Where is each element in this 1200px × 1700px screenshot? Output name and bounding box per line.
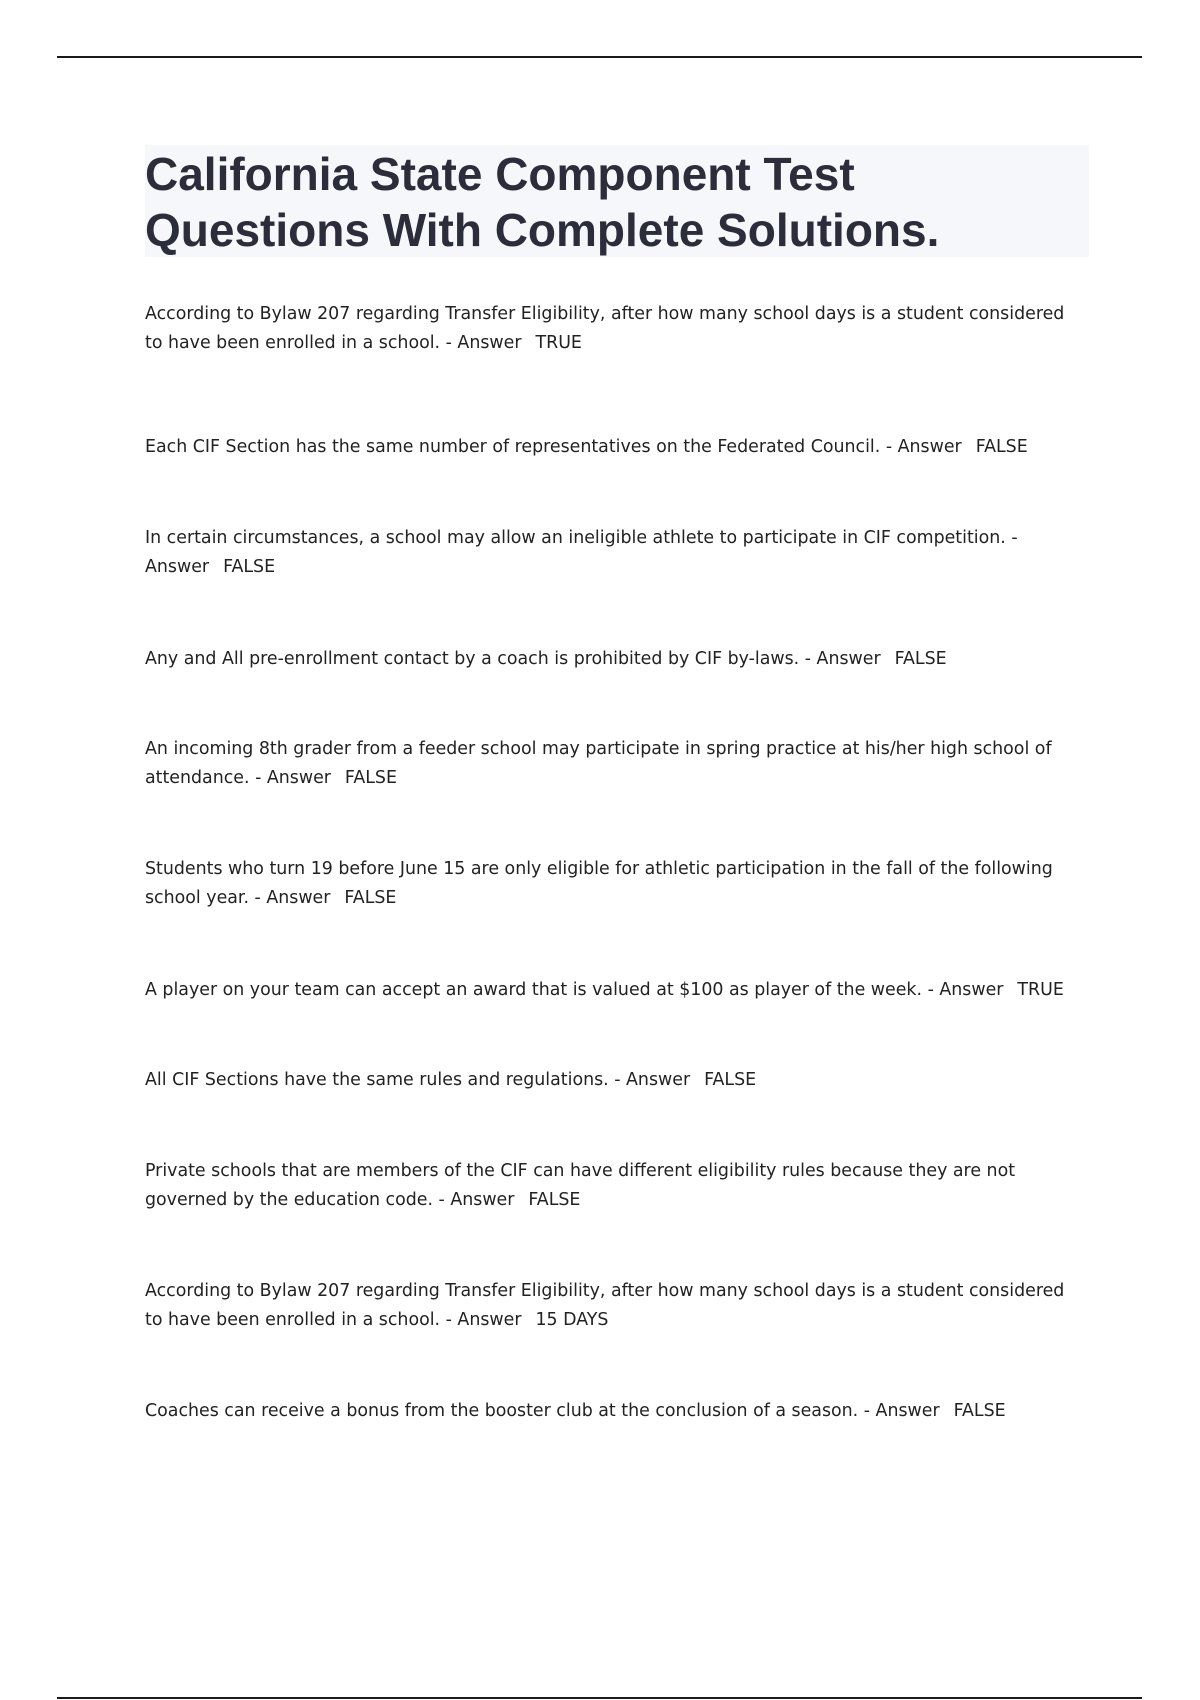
answer-label: - Answer [863, 1401, 940, 1421]
question-text: According to Bylaw 207 regarding Transfer Eligibility, after how many school days is a student considered to have been enrolled in a school. [145, 304, 1065, 353]
question-text: An incoming 8th grader from a feeder school may participate in spring practice at his/her high school of attendance. [145, 739, 1052, 788]
question-text: Each CIF Section has the same number of representatives on the Federated Council. [145, 437, 881, 457]
qa-item-5 [145, 735, 1085, 793]
qa-item-10 [145, 1277, 1085, 1335]
question-text: In certain circumstances, a school may allow an ineligible athlete to participate in CIF competition. [145, 528, 1006, 548]
answer-label: - Answer [927, 980, 1004, 1000]
answer-value: TRUE [1017, 980, 1064, 1000]
question-text: Any and All pre-enrollment contact by a coach is prohibited by CIF by-laws. [145, 649, 800, 669]
answer-label: - Answer [445, 333, 522, 353]
answer-label: - Answer [145, 528, 1018, 577]
question-text: Students who turn 19 before June 15 are only eligible for athletic participation in the fall of the following school year. [145, 859, 1053, 908]
answer-label: - Answer [885, 437, 962, 457]
answer-value: 15 DAYS [535, 1310, 609, 1330]
answer-value: FALSE [894, 649, 947, 669]
question-text: Private schools that are members of the CIF can have different eligibility rules because they are not governed by the education code. [145, 1161, 1016, 1210]
bottom-divider [57, 1697, 1142, 1699]
answer-label: - Answer [614, 1070, 691, 1090]
answer-value: TRUE [535, 333, 582, 353]
qa-item-3 [145, 524, 1085, 582]
answer-value: FALSE [975, 437, 1028, 457]
qa-item-11 [145, 1397, 1085, 1426]
answer-value: FALSE [344, 768, 397, 788]
qa-item-8 [145, 1066, 1085, 1095]
qa-item-1 [145, 300, 1085, 358]
page-title: California State Component Test Questions With Complete Solutions. [145, 148, 940, 256]
answer-value: FALSE [344, 888, 397, 908]
qa-item-7 [145, 976, 1085, 1005]
question-text: All CIF Sections have the same rules and regulations. [145, 1070, 609, 1090]
answer-label: - Answer [804, 649, 881, 669]
question-text: Coaches can receive a bonus from the booster club at the conclusion of a season. [145, 1401, 859, 1421]
qa-item-2 [145, 433, 1085, 462]
qa-item-6 [145, 855, 1085, 913]
answer-value: FALSE [953, 1401, 1006, 1421]
question-text: According to Bylaw 207 regarding Transfer Eligibility, after how many school days is a student considered to have been enrolled in a school. [145, 1281, 1065, 1330]
question-text: A player on your team can accept an award that is valued at $100 as player of the week. [145, 980, 923, 1000]
answer-value: FALSE [223, 557, 276, 577]
answer-value: FALSE [704, 1070, 757, 1090]
answer-label: - Answer [438, 1190, 515, 1210]
answer-value: FALSE [528, 1190, 581, 1210]
answer-label: - Answer [254, 888, 331, 908]
qa-item-9 [145, 1157, 1085, 1215]
qa-item-4 [145, 645, 1085, 674]
answer-label: - Answer [255, 768, 331, 788]
top-divider [57, 56, 1142, 58]
answer-label: - Answer [445, 1310, 522, 1330]
